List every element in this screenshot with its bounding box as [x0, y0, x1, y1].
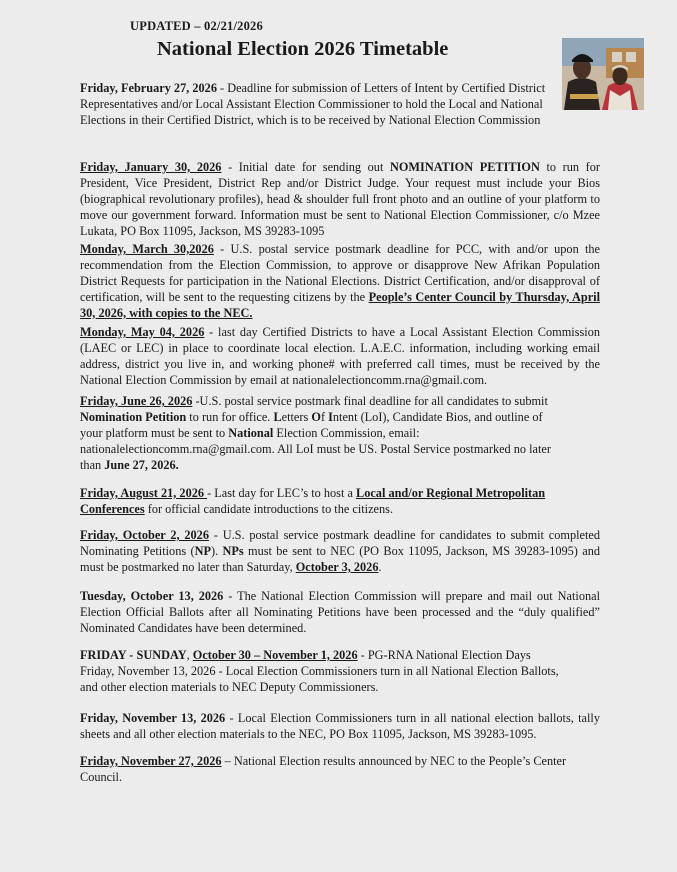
entry-text: .	[378, 559, 382, 574]
timetable-entry	[80, 648, 600, 696]
updated-date: UPDATED – 02/21/2026	[130, 19, 263, 33]
entry-text: to run for office.	[186, 409, 274, 424]
entry-date: Friday, June 26, 2026	[80, 394, 193, 408]
entry-line	[80, 648, 600, 664]
entry-initial: L	[273, 409, 282, 424]
entry-emphasis: NOMINATION PETITION	[389, 160, 540, 174]
entry-line: and other election materials to NEC Deputy Commissioners.	[80, 679, 379, 694]
entry-emphasis: National	[228, 425, 274, 440]
entry-text: ,	[186, 648, 193, 662]
entry-line	[80, 394, 600, 410]
entry-emphasis: June 27, 2026.	[104, 457, 179, 472]
entry-emphasis: People’s Center Council by Thursday, April 30, 2026, with copies to the NEC.	[80, 289, 601, 320]
people-photo	[562, 38, 644, 110]
entry-date: Monday, March 30,2026	[80, 242, 214, 256]
entry-date: October 30 – November 1, 2026	[192, 648, 358, 662]
timetable-entry	[80, 754, 600, 786]
timetable-entry	[80, 394, 600, 474]
entry-text: Election Commission, email:	[273, 425, 420, 440]
entry-date: Tuesday, October 13, 2026	[80, 589, 224, 603]
entry-text: ).	[210, 543, 223, 558]
timetable-entry	[80, 81, 570, 129]
timetable-entry	[80, 242, 600, 322]
entry-text: - The National Election Commission will prepare and mail out National Election Official Ballots after all Nominating Petitions have been processed and the “duly qualified” Nominated Candidates have been determined.	[80, 589, 600, 635]
entry-text: - U.S. postal service postmark deadline for candidates to submit completed Nominating Petitions (	[80, 528, 600, 558]
page-title: National Election 2026 Timetable	[157, 38, 449, 60]
entry-text: - Last day for LEC’s to host a	[207, 486, 356, 500]
entry-line	[80, 426, 600, 442]
entry-date: Monday, May 04, 2026	[80, 325, 205, 339]
timetable-entry	[80, 160, 600, 240]
timetable-entry	[80, 711, 600, 743]
timetable-entry	[80, 528, 600, 576]
entry-text: - U.S. postal service postmark deadline for PCC, with and/or upon the recommendation from the Election Commission, to approve or disapprove New Afrikan Population District Requests for participation in the National Elections. District Certification, and/or disapproval of certification, will be sent to the requesting citizens by the	[80, 242, 601, 304]
entry-initial: O	[311, 409, 321, 424]
entry-line: Friday, November 13, 2026 - Local Election Commissioners turn in all National Election Ballots,	[80, 663, 559, 678]
entry-text: ntent (LoI), Candidate Bios, and outline of	[332, 409, 543, 424]
entry-emphasis: NPs	[222, 543, 244, 558]
entry-text: for official candidate introductions to the citizens.	[144, 501, 394, 516]
entry-line: nationalelectioncomm.rna@gmail.com. All LoI must be US. Postal Service postmarked no later	[80, 441, 551, 456]
entry-date: FRIDAY - SUNDAY	[80, 648, 187, 662]
timetable-entry	[80, 325, 600, 389]
people-photo-image	[562, 38, 644, 110]
entry-emphasis: Nomination Petition	[80, 409, 187, 424]
entry-line	[80, 458, 600, 474]
entry-initial: I	[328, 409, 333, 424]
entry-text: - last day Certified Districts to have a Local Assistant Election Commission (LAEC or LEC) in place to coordinate local election. L.A.E.C. information, including working email address, district you live in, and working phone# with preferred call times, must be received by the National Election Commission by email at nationalelectioncomm.rna@gmail.com.	[80, 325, 600, 387]
entry-text: f	[320, 409, 329, 424]
entry-emphasis: October 3, 2026	[295, 559, 379, 574]
entry-emphasis: Local and/or Regional Metropolitan Conferences	[80, 486, 546, 516]
entry-text: - Local Election Commissioners turn in all national election ballots, tally sheets and all other election materials to the NEC, PO Box 11095, Jackson, MS 39283-1095.	[80, 711, 600, 741]
entry-text: - Initial date for sending out	[221, 160, 390, 174]
entry-text: – National Election results announced by NEC to the People’s Center Council.	[80, 754, 567, 784]
entry-date: Friday, October 2, 2026	[80, 528, 209, 542]
entry-text: - Deadline for submission of Letters of Intent by Certified District Representatives and/or Local Assistant Election Commissioner to hold the Local and National Elections in their Certified District, which is to be received by National Election Commission	[80, 81, 546, 127]
entry-date: Friday, November 27, 2026	[80, 754, 222, 768]
entry-line	[80, 410, 600, 426]
timetable-entry	[80, 486, 600, 518]
entry-date: Friday, November 13, 2026	[80, 711, 226, 725]
entry-text: etters	[281, 409, 312, 424]
entry-date: Friday, January 30, 2026	[80, 160, 222, 174]
entry-text: - PG-RNA National Election Days	[357, 648, 531, 662]
entry-date: Friday, February 27, 2026	[80, 81, 217, 95]
entry-text: your platform must be sent to	[80, 425, 229, 440]
entry-date: Friday, August 21, 2026	[80, 486, 208, 500]
entry-text: must be sent to NEC (PO Box 11095, Jackson, MS 39283-1095) and must be postmarked no later than Saturday,	[80, 543, 600, 574]
timetable-entry	[80, 589, 600, 637]
entry-text: to run for President, Vice President, District Rep and/or District Judge. Your request must include your Bios (biographical revolutionary profiles), head & shoulder full front photo and an outline of your platform to move our government forward. Information must be sent to National Election Commissioner, c/o Mzee Lukata, PO Box 11095, Jackson, MS 39283-1095	[80, 160, 600, 238]
entry-text: than	[80, 457, 105, 472]
entry-text: -U.S. postal service postmark final deadline for all candidates to submit	[192, 394, 548, 408]
entry-emphasis: NP	[194, 543, 211, 558]
